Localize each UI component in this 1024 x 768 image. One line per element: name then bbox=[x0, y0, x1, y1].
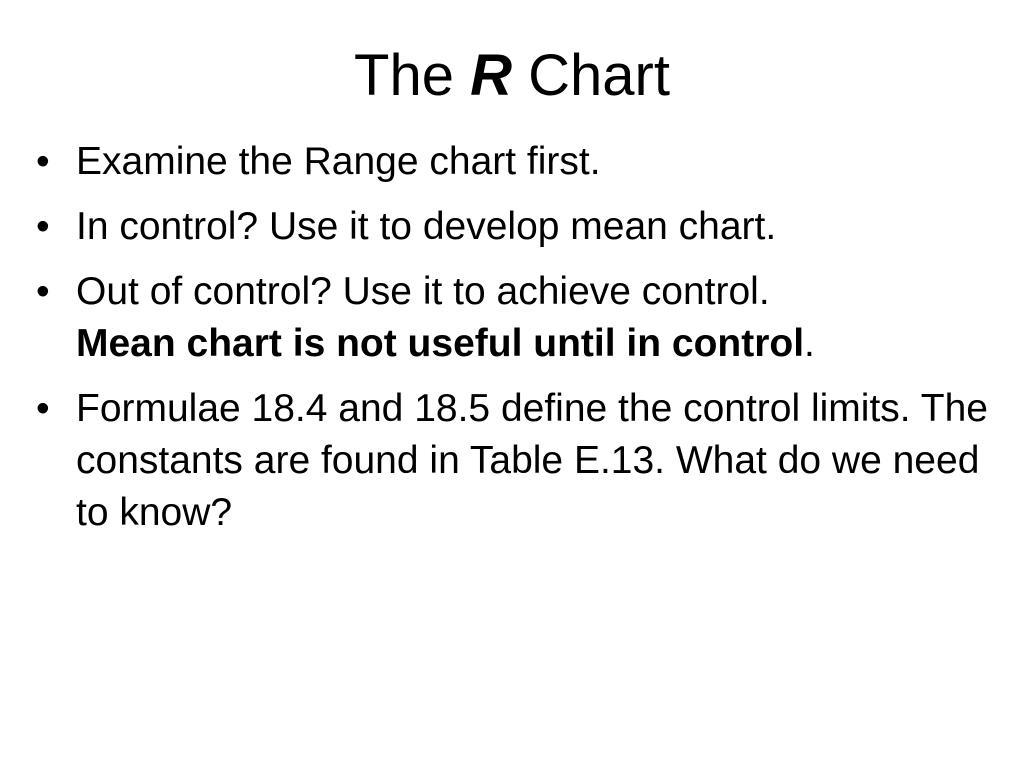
bullet-list bbox=[36, 136, 996, 552]
bullet-item bbox=[36, 201, 996, 253]
bullet-text: Formulae 18.4 and 18.5 define the control limits. The constants are found in Table E.13. What do we need to know? bbox=[76, 387, 988, 534]
bullet-tail: . bbox=[804, 322, 815, 365]
bullet-item bbox=[36, 266, 996, 370]
bullet-bold-text: Mean chart is not useful until in control bbox=[76, 322, 805, 365]
title-r-symbol: R bbox=[470, 43, 512, 108]
slide-title bbox=[0, 40, 1024, 112]
title-prefix: The bbox=[354, 43, 454, 108]
title-suffix: Chart bbox=[528, 43, 670, 108]
bullet-text: Out of control? Use it to achieve control. bbox=[76, 270, 770, 313]
bullet-text: In control? Use it to develop mean chart. bbox=[76, 205, 777, 248]
bullet-text: Examine the Range chart first. bbox=[76, 140, 601, 183]
bullet-item bbox=[36, 136, 996, 188]
bullet-item bbox=[36, 383, 996, 539]
